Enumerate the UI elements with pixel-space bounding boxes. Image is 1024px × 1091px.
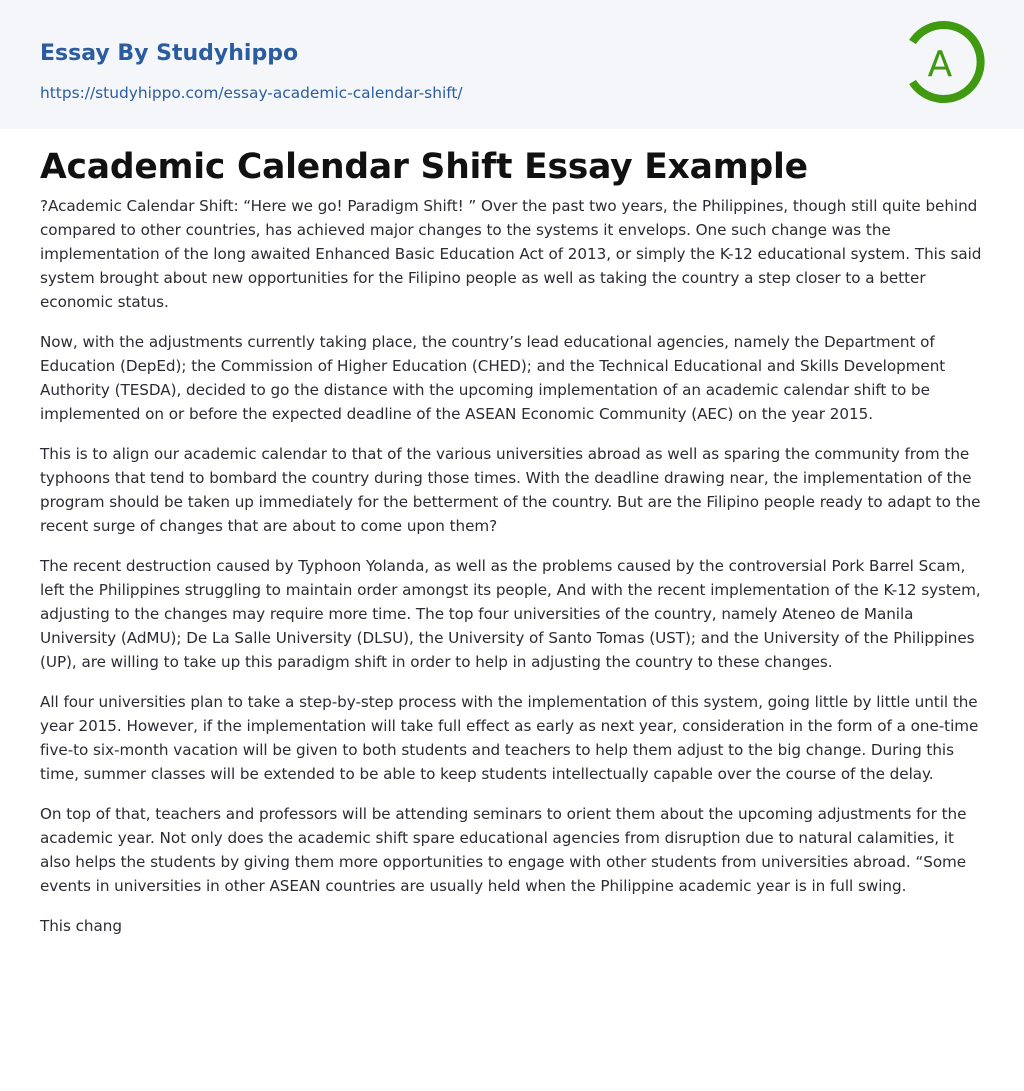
essay-paragraph: The recent destruction caused by Typhoon Yolanda, as well as the problems caused by the controversial Pork Barrel Scam, left the Philippines struggling to maintain order amongst its people, And with the recent implementation of the K-12 system, adjusting to the changes may require more time. The top four universities of the country, namely Ateneo de Manila University (AdMU); De La Salle University (DLSU), the University of Santo Tomas (UST); and the University of the Philippines (UP), are willing to take up this paradigm shift in order to help in adjusting the country to these changes. bbox=[40, 557, 981, 671]
essay-paragraph: This is to align our academic calendar to that of the various universities abroad as well as sparing the community from the typhoons that tend to bombard the country during those times. With the deadline drawing near, the implementation of the program should be taken up immediately for the betterment of the country. But are the Filipino people ready to adapt to the recent surge of changes that are about to come upon them? bbox=[40, 445, 981, 535]
site-header bbox=[0, 0, 1024, 129]
studyhippo-logo-icon[interactable] bbox=[902, 20, 986, 104]
essay-paragraph: Now, with the adjustments currently taking place, the country’s lead educational agencies, namely the Department of Education (DepEd); the Commission of Higher Education (CHED); and the Technical Educational and Skills Development Authority (TESDA), decided to go the distance with the upcoming implementation of an academic calendar shift to be implemented on or before the expected deadline of the ASEAN Economic Community (AEC) on the year 2015. bbox=[40, 333, 946, 423]
brand-link[interactable]: Essay By Studyhippo bbox=[40, 41, 299, 66]
essay-body bbox=[40, 194, 984, 954]
page-url-link[interactable]: https://studyhippo.com/essay-academic-calendar-shift/ bbox=[40, 84, 463, 102]
essay-paragraph-truncated: This chang bbox=[40, 917, 122, 935]
essay-paragraph: ?Academic Calendar Shift: “Here we go! Paradigm Shift! ” Over the past two years, the Philippines, though still quite behind compared to other countries, has achieved major changes to the systems it envelops. One such change was the implementation of the long awaited Enhanced Basic Education Act of 2013, or simply the K-12 educational system. This said system brought about new opportunities for the Filipino people as well as taking the country a step closer to a better economic status. bbox=[40, 197, 982, 311]
essay-paragraph: On top of that, teachers and professors will be attending seminars to orient them about the upcoming adjustments for the academic year. Not only does the academic shift spare educational agencies from disruption due to natural calamities, it also helps the students by giving them more opportunities to engage with other students from universities abroad. “Some events in universities in other ASEAN countries are usually held when the Philippine academic year is in full swing. bbox=[40, 805, 967, 895]
essay-paragraph: All four universities plan to take a step-by-step process with the implementation of this system, going little by little until the year 2015. However, if the implementation will take full effect as early as next year, consideration in the form of a one-time five-to six-month vacation will be given to both students and teachers to help them adjust to the big change. During this time, summer classes will be extended to be able to keep students intellectually capable over the course of the delay. bbox=[40, 693, 979, 783]
logo-letter: A bbox=[927, 44, 953, 85]
page-title: Academic Calendar Shift Essay Example bbox=[40, 147, 808, 187]
